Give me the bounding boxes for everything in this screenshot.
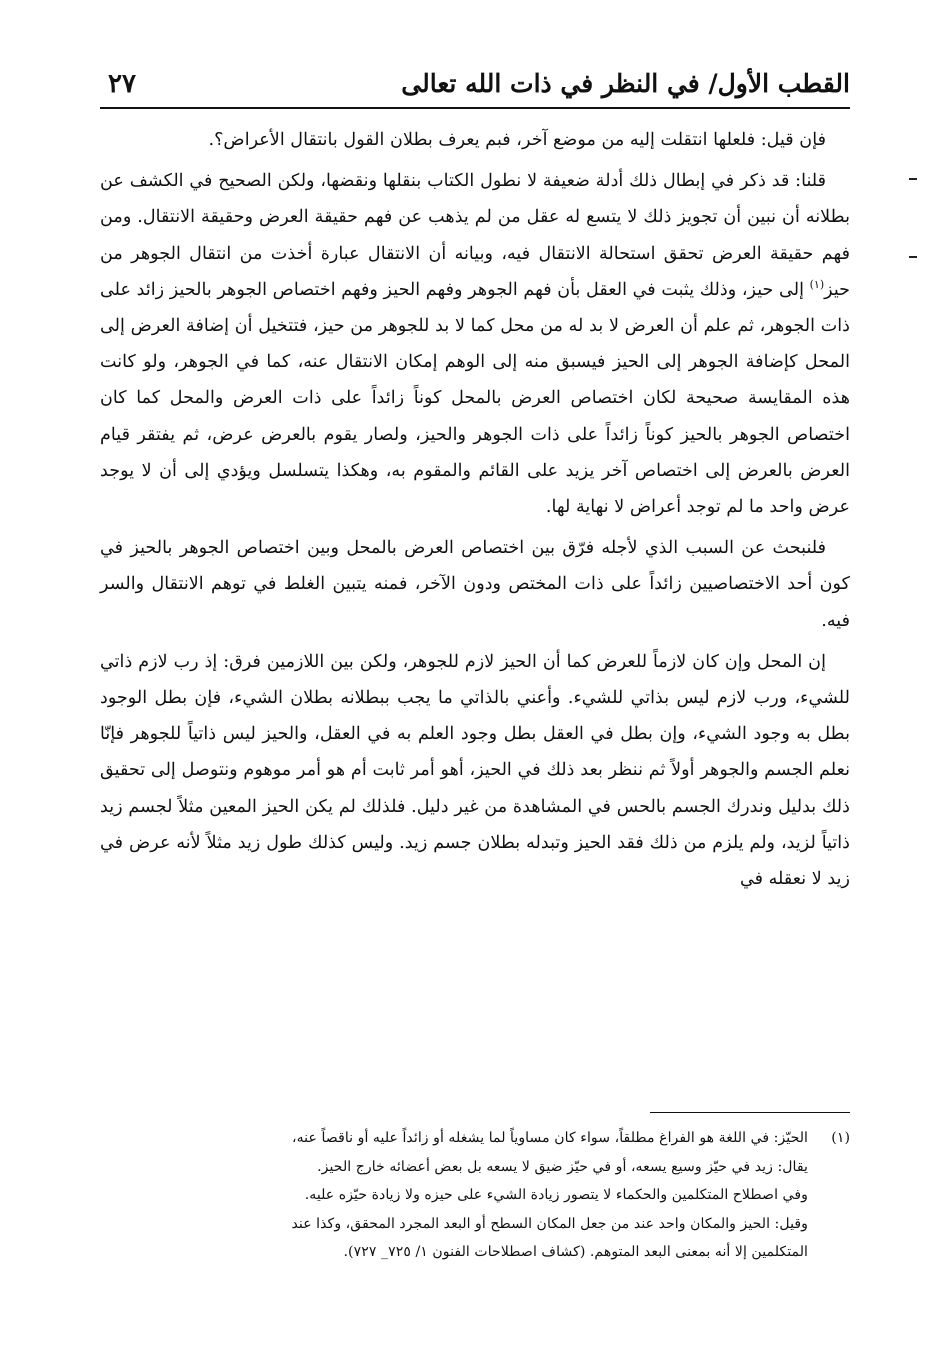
- paragraph-text: قلنا: قد ذكر في إبطال ذلك أدلة ضعيفة لا نطول الكتاب بنقلها ونقضها، ولكن الصحيح في الكشف عن بطلانه أن نبين أن تجويز ذلك لا يتسع له عقل من لم يذهب عن فهم حقيقة العرض وحقيقة الانتقال. ومن فهم حقيقة العرض تحقق استحالة الانتقال فيه، وبيانه أن الانتقال عبارة أخذت من انتقال الجوهر من حيز: [100, 171, 851, 300]
- paragraph-text: إلى حيز، وذلك يثبت في العقل بأن فهم الجوهر وفهم الحيز وفهم اختصاص الجوهر بالحيز زائد على ذات الجوهر، ثم علم أن العرض لا بد له من محل كما لا بد للجوهر من حيز، فتتخيل أن إضافة العرض إلى المحل كإضافة الجوهر إلى الحيز فيسبق منه إلى الوهم إمكان الانتقال عنه، كما في الجوهر، ولو كانت هذه المقايسة صحيحة لكان اختصاص العرض بالمحل كوناً زائداً على ذات العرض والمحل كما كان اختصاص الجوهر بالحيز كوناً زائداً على ذات الجوهر والحيز، ولصار يقوم بالعرض عرض، ثم يفتقر قيام العرض بالعرض إلى اختصاص آخر يزيد على القائم والمقوم به، وهكذا يتسلسل ويؤدي إلى أن لا يوجد عرض واحد ما لم توجد أعراض لا نهاية لها.: [100, 279, 850, 518]
- margin-mark: [909, 178, 917, 180]
- footnote-text: [100, 1124, 808, 1267]
- paragraph: فلنبحث عن السبب الذي لأجله فرّق بين اختصاص العرض بالمحل وبين اختصاص الجوهر بالحيز في كون أحد الاختصاصيين زائداً على ذات المختص ودون الآخر، فمنه يتبين الغلط في توهم الانتقال والسر فيه.: [100, 538, 850, 631]
- footnote-line: وقيل: الحيز والمكان واحد عند من جعل المكان السطح أو البعد المجرد المحقق، وكذا عند: [291, 1215, 808, 1232]
- page-header: [100, 60, 850, 110]
- header-rule: [100, 107, 850, 109]
- footnote-number: (١): [831, 1130, 850, 1146]
- paragraph: إن المحل وإن كان لازماً للعرض كما أن الحيز لازم للجوهر، ولكن بين اللازمين فرق: إذ رب لازم ذاتي للشيء، ورب لازم ليس بذاتي للشيء. وأعني بالذاتي ما يجب ببطلانه بطلان الشيء، فإن بطل الوجود بطل به وجود الشيء، وإن بطل في العقل بطل وجود العلم به في العقل، والحيز ليس ذاتياً للجوهر فإنّا نعلم الجسم والجوهر أولاً ثم ننظر بعد ذلك في الحيز، أهو أمر ثابت أم هو أمر موهوم ونتوصل إلى تحقيق ذلك بدليل وندرك الجسم بالحس في المشاهدة من غير دليل. فلذلك لم يكن الحيز المعين مثلاً لجسم زيد ذاتياً لزيد، ولم يلزم من ذلك فقد الحيز وتبدله بطلان جسم زيد. وليس كذلك طول زيد مثلاً لأنه عرض في زيد لا نعقله في: [100, 651, 850, 890]
- footnote-line: يقال: زيد في حيّز وسيع يسعه، أو في حيّز ضيق لا يسعه بل بعض أعضائه خارج الحيز.: [317, 1158, 808, 1175]
- body-text: [100, 122, 850, 902]
- footnote-line: وفي اصطلاح المتكلمين والحكماء لا يتصور زيادة الشيء على حيزه ولا زيادة حيّزه عليه.: [304, 1187, 808, 1204]
- footnote-rule: [650, 1112, 850, 1113]
- running-title: القطب الأول/ في النظر في ذات الله تعالى: [401, 69, 850, 98]
- footnote-line: المتكلمين إلا أنه بمعنى البعد المتوهم. (كشاف اصطلاحات الفنون ١/ ٧٢٥_ ٧٢٧).: [343, 1244, 808, 1261]
- footnote-reference[interactable]: (١): [809, 277, 825, 291]
- paragraph: [100, 163, 850, 525]
- margin-mark: [909, 256, 917, 258]
- paragraph: فإن قيل: فلعلها انتقلت إليه من موضع آخر، فبم يعرف بطلان القول بانتقال الأعراض؟.: [208, 130, 826, 150]
- footnotes: [100, 1124, 850, 1267]
- footnote-line: الحيّز: في اللغة هو الفراغ مطلقاً، سواء كان مساوياً لما يشغله أو زائداً عليه أو ناقصاً عنه،: [292, 1130, 808, 1146]
- page-number: ٢٧: [108, 69, 136, 99]
